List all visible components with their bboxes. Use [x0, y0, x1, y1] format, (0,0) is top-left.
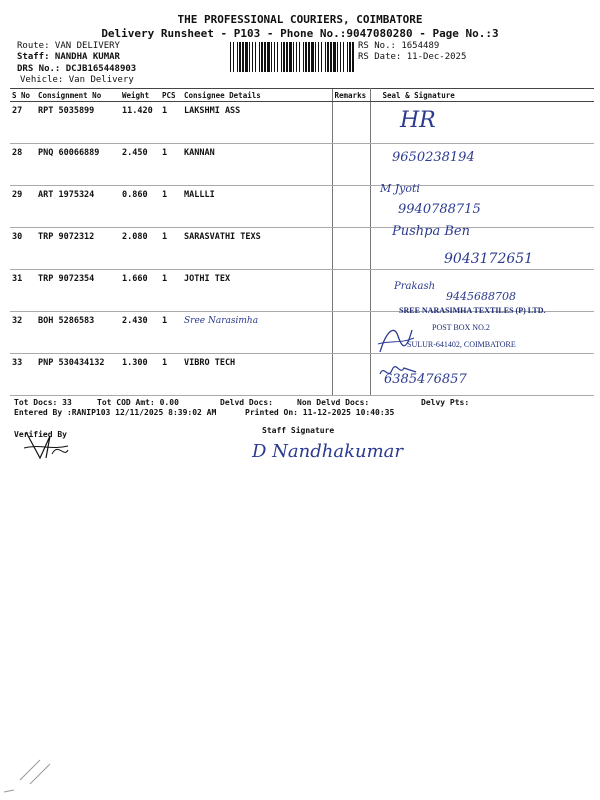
cell-sno: 32	[10, 312, 36, 354]
company-title: THE PROFESSIONAL COURIERS, COIMBATORE	[177, 13, 423, 26]
printed-on: Printed On: 11-12-2025 10:40:35	[245, 408, 395, 417]
cell-sno: 29	[10, 186, 36, 228]
delivered-docs: Delvd Docs:	[220, 398, 273, 407]
cell-remarks	[332, 144, 370, 186]
runsheet-table	[10, 88, 594, 396]
entered-by: Entered By :RANIP103 12/11/2025 8:39:02 AM	[14, 408, 217, 417]
staff-signature-label: Staff Signature	[262, 426, 335, 435]
vehicle-label: Vehicle: Van Delivery	[20, 75, 134, 85]
cell-consignee: MALLLI	[182, 186, 332, 228]
cell-weight: 1.300	[120, 354, 160, 396]
col-header-sno: S No	[10, 89, 36, 102]
signature-row30-phone: 9043172651	[444, 251, 534, 267]
scan-marks	[0, 740, 80, 800]
delivery-points: Delvy Pts:	[421, 398, 470, 407]
consignee-handwritten: Sree Narasimha	[184, 316, 259, 326]
cell-pcs: 1	[160, 186, 182, 228]
cell-pcs: 1	[160, 312, 182, 354]
table-header-row	[10, 89, 594, 102]
col-header-weight: Weight	[120, 89, 160, 102]
cell-consignment: PNQ 60066889	[36, 144, 120, 186]
cell-remarks	[332, 186, 370, 228]
cell-weight: 11.420	[120, 102, 160, 144]
signature-row31: Prakash	[394, 281, 436, 292]
cell-sno: 30	[10, 228, 36, 270]
cell-consignee: SARASVATHI TEXS	[182, 228, 332, 270]
route-label: Route: VAN DELIVERY	[17, 41, 120, 51]
cell-consignment: TRP 9072354	[36, 270, 120, 312]
cell-sno: 27	[10, 102, 36, 144]
signature-row31-phone: 9445688708	[446, 290, 516, 303]
cell-sno: 33	[10, 354, 36, 396]
non-delivered-docs: Non Delvd Docs:	[297, 398, 370, 407]
table-row	[10, 354, 594, 396]
col-header-pcs: PCS	[160, 89, 182, 102]
stamp-signature-scribble	[376, 322, 416, 356]
company-stamp-line1: SREE NARASIMHA TEXTILES (P) LTD.	[399, 306, 546, 315]
cell-remarks	[332, 270, 370, 312]
company-stamp-line3: SULUR-641402, COIMBATORE	[407, 340, 516, 349]
cell-weight: 0.860	[120, 186, 160, 228]
runsheet-subtitle: Delivery Runsheet - P103 - Phone No.:9047080280 - Page No.:3	[101, 27, 499, 40]
staff-label: Staff: NANDHA KUMAR	[17, 52, 120, 62]
cell-weight: 2.080	[120, 228, 160, 270]
signature-row29-name: M Jyoti	[380, 182, 420, 195]
cell-weight: 2.450	[120, 144, 160, 186]
cell-remarks	[332, 102, 370, 144]
col-header-remarks: Remarks	[332, 89, 370, 102]
staff-signature: D Nandhakumar	[252, 441, 403, 462]
company-stamp-line2: POST BOX NO.2	[432, 323, 490, 332]
cell-consignee: KANNAN	[182, 144, 332, 186]
signature-row33-phone: 6385476857	[384, 372, 467, 387]
cell-weight: 2.430	[120, 312, 160, 354]
drs-number: DRS No.: DCJB165448903	[17, 64, 137, 74]
verified-by-signature	[22, 428, 72, 462]
verified-by-label: Verified By	[14, 430, 67, 439]
cell-remarks	[332, 228, 370, 270]
rs-date: RS Date: 11-Dec-2025	[358, 52, 467, 62]
cell-remarks	[332, 312, 370, 354]
cell-consignment: TRP 9072312	[36, 228, 120, 270]
total-cod-amount: Tot COD Amt: 0.00	[97, 398, 179, 407]
cell-consignee	[182, 312, 332, 354]
cell-remarks	[332, 354, 370, 396]
col-header-consignee: Consignee Details	[182, 89, 332, 102]
cell-pcs: 1	[160, 270, 182, 312]
signature-row29-phone: 9940788715	[398, 202, 481, 217]
col-header-consignment: Consignment No	[36, 89, 120, 102]
cell-consignee: LAKSHMI ASS	[182, 102, 332, 144]
signature-row30-name: Pushpa Ben	[392, 224, 470, 239]
cell-consignee: VIBRO TECH	[182, 354, 332, 396]
cell-pcs: 1	[160, 228, 182, 270]
cell-consignee: JOTHI TEX	[182, 270, 332, 312]
table-row	[10, 102, 594, 144]
cell-pcs: 1	[160, 354, 182, 396]
signature-row27: HR	[400, 108, 436, 133]
col-header-signature: Seal & Signature	[370, 89, 594, 102]
rs-number: RS No.: 1654489	[358, 41, 440, 51]
cell-pcs: 1	[160, 102, 182, 144]
cell-consignment: BOH 5286583	[36, 312, 120, 354]
total-docs: Tot Docs: 33	[14, 398, 72, 407]
cell-weight: 1.660	[120, 270, 160, 312]
table-row	[10, 186, 594, 228]
cell-sno: 28	[10, 144, 36, 186]
cell-consignment: ART 1975324	[36, 186, 120, 228]
signature-row28: 9650238194	[392, 150, 475, 165]
table-row	[10, 144, 594, 186]
cell-consignment: RPT 5035899	[36, 102, 120, 144]
cell-consignment: PNP 530434132	[36, 354, 120, 396]
barcode-image	[230, 42, 354, 72]
cell-sno: 31	[10, 270, 36, 312]
cell-pcs: 1	[160, 144, 182, 186]
